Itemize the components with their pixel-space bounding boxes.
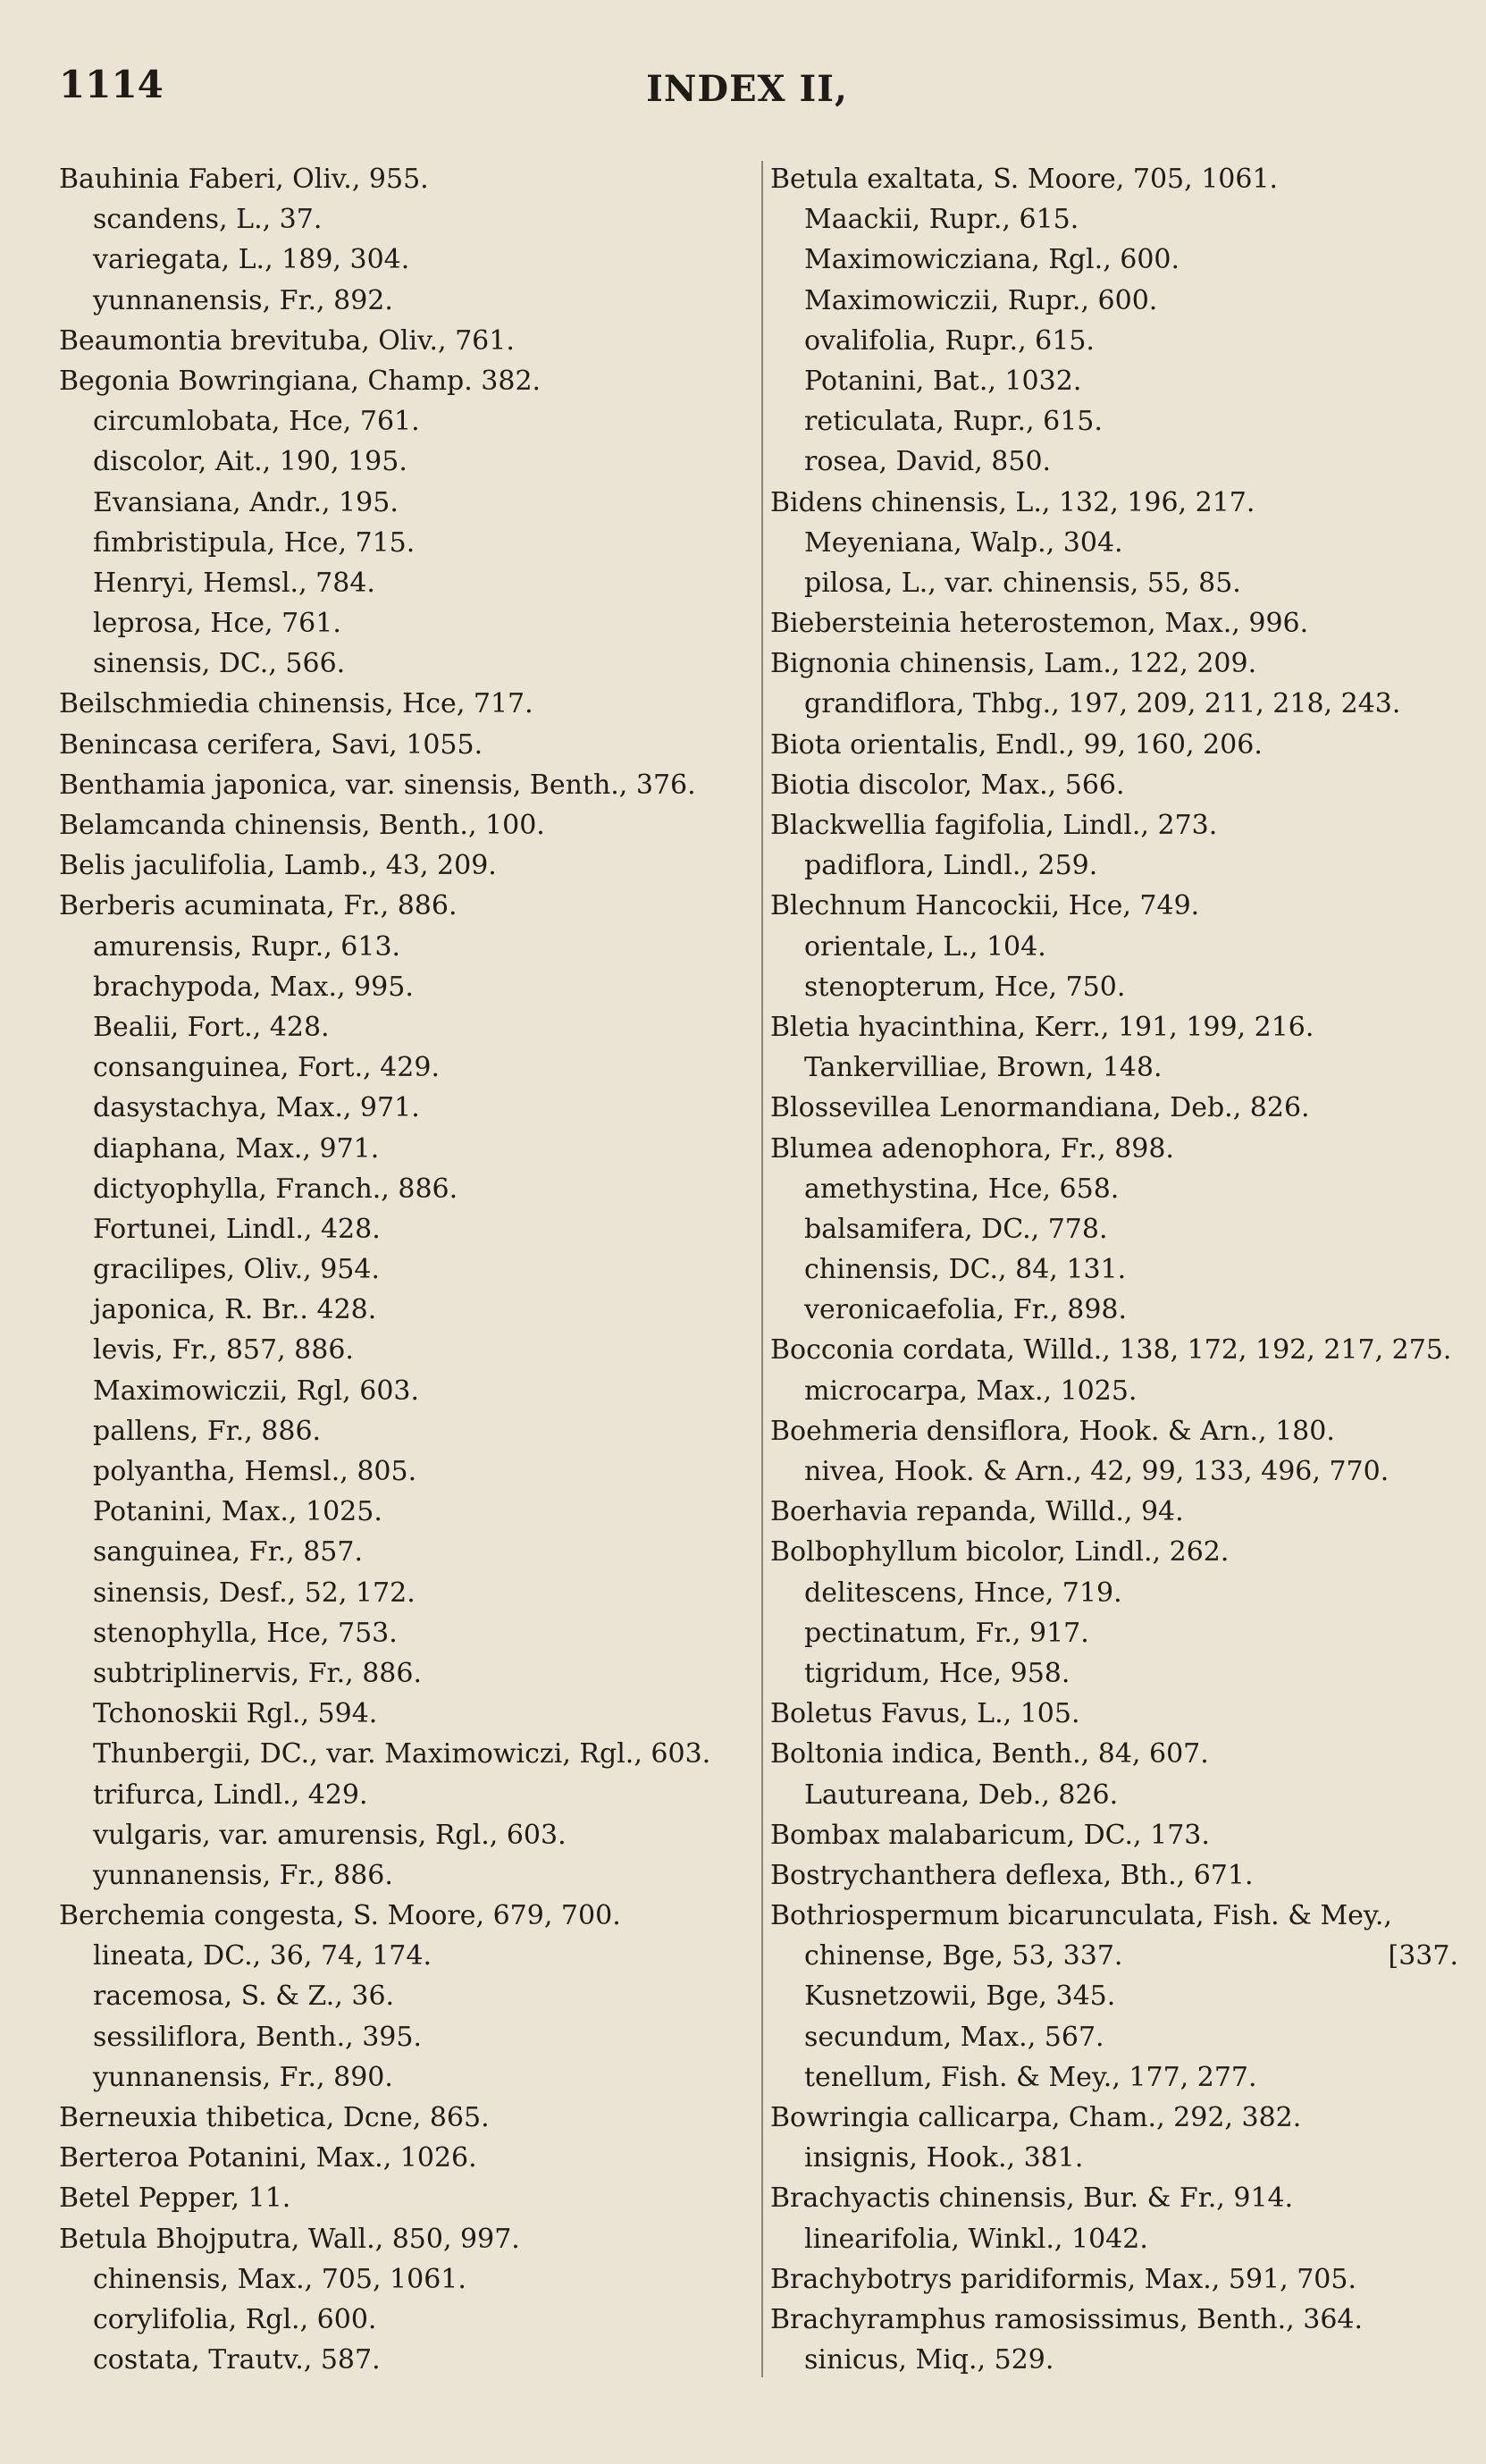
entry-text: Evansiana, Andr., 195.	[93, 486, 399, 518]
index-subentry	[59, 1815, 747, 1855]
entry-text: Berberis acuminata, Fr., 886.	[59, 890, 458, 922]
index-entry	[770, 886, 1458, 926]
entry-text: Bidens chinensis, L., 132, 196, 217.	[770, 486, 1255, 518]
index-subentry	[59, 1976, 747, 2016]
entry-text: gracilipes, Oliv., 954.	[93, 1254, 381, 1286]
entry-text: Boltonia indica, Benth., 84, 607.	[770, 1738, 1209, 1770]
index-subentry	[770, 240, 1458, 280]
index-entry	[770, 603, 1458, 643]
index-entry	[770, 159, 1458, 199]
index-entry	[59, 765, 747, 805]
left-column	[59, 159, 747, 2380]
entry-text: sinensis, DC., 566.	[93, 648, 346, 680]
entry-text: linearifolia, Winkl., 1042.	[804, 2223, 1148, 2255]
entry-text: levis, Fr., 857, 886.	[93, 1334, 354, 1367]
index-subentry	[59, 2017, 747, 2057]
entry-text: sinicus, Miq., 529.	[804, 2344, 1054, 2376]
index-subentry	[770, 563, 1458, 603]
index-subentry	[59, 1047, 747, 1088]
entry-text: yunnanensis, Fr., 886.	[93, 1859, 393, 1891]
entry-text: Bealii, Fort., 428.	[93, 1011, 330, 1043]
entry-text: sessiliflora, Benth., 395.	[93, 2021, 422, 2053]
index-entry	[770, 2259, 1458, 2300]
index-subentry	[770, 401, 1458, 442]
index-subentry	[770, 1209, 1458, 1249]
index-subentry	[59, 1451, 747, 1492]
index-entry	[770, 1088, 1458, 1128]
index-subentry	[59, 1088, 747, 1128]
index-subentry	[770, 1451, 1458, 1492]
index-subentry	[59, 1855, 747, 1896]
entry-text: diaphana, Max., 971.	[93, 1132, 380, 1165]
entry-text: amethystina, Hce, 658.	[804, 1173, 1120, 1205]
index-subentry	[59, 1290, 747, 1330]
entry-text: corylifolia, Rgl., 600.	[93, 2303, 377, 2335]
entry-text: Bolbophyllum bicolor, Lindl., 262.	[770, 1536, 1230, 1568]
entry-text: Bowringia callicarpa, Cham., 292, 382.	[770, 2102, 1302, 2133]
entry-text: Begonia Bowringiana, Champ. 382.	[59, 365, 542, 397]
entry-text: stenophylla, Hce, 753.	[93, 1617, 398, 1649]
index-subentry	[770, 1371, 1458, 1411]
page-number: 1114	[59, 63, 164, 106]
index-entry	[59, 2178, 747, 2218]
entry-text: Henryi, Hemsl., 784.	[93, 567, 375, 599]
index-entry	[770, 643, 1458, 684]
index-entry	[59, 725, 747, 765]
index-subentry	[59, 2300, 747, 2340]
entry-text: Berteroa Potanini, Max., 1026.	[59, 2142, 477, 2174]
index-subentry	[59, 2340, 747, 2380]
index-subentry	[59, 563, 747, 603]
index-subentry	[770, 1047, 1458, 1088]
index-entry	[59, 845, 747, 886]
index-subentry	[770, 523, 1458, 563]
index-entry	[59, 2098, 747, 2138]
entry-text: yunnanensis, Fr., 890.	[93, 2061, 393, 2093]
entry-text: grandiflora, Thbg., 197, 209, 211, 218, 243.	[804, 688, 1401, 720]
index-entry	[770, 1007, 1458, 1047]
index-subentry	[59, 1129, 747, 1169]
entry-text: dasystachya, Max., 971.	[93, 1092, 420, 1124]
entry-text: Maximowiczii, Rupr., 600.	[804, 284, 1158, 316]
index-subentry	[770, 845, 1458, 886]
index-subentry	[770, 2017, 1458, 2057]
entry-text: sinensis, Desf., 52, 172.	[93, 1577, 416, 1609]
entry-text: tenellum, Fish. & Mey., 177, 277.	[804, 2061, 1257, 2093]
index-subentry	[59, 523, 747, 563]
entry-text: balsamifera, DC., 778.	[804, 1213, 1108, 1245]
index-entry	[59, 2138, 747, 2178]
index-subentry	[770, 2340, 1458, 2380]
entry-text: reticulata, Rupr., 615.	[804, 406, 1103, 438]
entry-text: fimbristipula, Hce, 715.	[93, 526, 416, 559]
index-subentry	[770, 1653, 1458, 1694]
entry-text: pilosa, L., var. chinensis, 55, 85.	[804, 567, 1241, 599]
index-subentry	[59, 1330, 747, 1370]
entry-text: Bletia hyacinthina, Kerr., 191, 199, 216.	[770, 1011, 1314, 1043]
index-subentry	[770, 2057, 1458, 2098]
index-subentry	[59, 199, 747, 240]
index-entry	[59, 2219, 747, 2259]
entry-text: Benthamia japonica, var. sinensis, Benth., 376.	[59, 769, 696, 801]
index-subentry	[59, 1371, 747, 1411]
index-subentry	[770, 1169, 1458, 1209]
index-subentry	[59, 2259, 747, 2300]
entry-text: japonica, R. Br.. 428.	[93, 1294, 377, 1326]
index-subentry	[59, 281, 747, 321]
entry-text: Kusnetzowii, Bge, 345.	[804, 1980, 1116, 2013]
entry-text: Thunbergii, DC., var. Maximowiczi, Rgl., 603.	[93, 1738, 711, 1770]
index-subentry	[59, 240, 747, 280]
index-entry	[59, 159, 747, 199]
entry-text: pectinatum, Fr., 917.	[804, 1617, 1089, 1649]
entry-text: stenopterum, Hce, 750.	[804, 971, 1126, 1003]
index-entry	[770, 1129, 1458, 1169]
index-entry	[59, 321, 747, 361]
entry-text: Tankervilliae, Brown, 148.	[804, 1052, 1163, 1084]
entry-text: subtriplinervis, Fr., 886.	[93, 1657, 422, 1689]
entry-text: Betula Bhojputra, Wall., 850, 997.	[59, 2223, 520, 2255]
index-entry	[770, 805, 1458, 845]
index-subentry	[770, 199, 1458, 240]
index-subentry	[59, 1734, 747, 1774]
index-subentry	[59, 927, 747, 967]
entry-text: Biotia discolor, Max., 566.	[770, 769, 1125, 801]
entry-text: Blossevillea Lenormandiana, Deb., 826.	[770, 1092, 1310, 1124]
index-subentry	[770, 1775, 1458, 1815]
entry-text: Bauhinia Faberi, Oliv., 955.	[59, 164, 429, 195]
entry-text: Bignonia chinensis, Lam., 122, 209.	[770, 648, 1257, 680]
entry-text: Belis jaculifolia, Lamb., 43, 209.	[59, 850, 497, 882]
entry-text: Betula exaltata, S. Moore, 705, 1061.	[770, 164, 1279, 195]
entry-text: polyantha, Hemsl., 805.	[93, 1456, 417, 1487]
entry-text: circumlobata, Hce, 761.	[93, 406, 420, 438]
index-entry	[770, 2178, 1458, 2218]
index-subentry	[59, 1936, 747, 1976]
entry-text: brachypoda, Max., 995.	[93, 971, 414, 1003]
entry-text: vulgaris, var. amurensis, Rgl., 603.	[93, 1819, 567, 1851]
index-entry	[770, 483, 1458, 523]
index-subentry	[770, 967, 1458, 1007]
index-entry	[770, 1694, 1458, 1734]
entry-text: Bothriospermum bicarunculata, Fish. & Mey.,	[770, 1900, 1392, 1932]
entry-text: Boletus Favus, L., 105.	[770, 1698, 1080, 1730]
entry-text: Maackii, Rupr., 615.	[804, 204, 1079, 236]
entry-text: Blumea adenophora, Fr., 898.	[770, 1132, 1174, 1165]
entry-text: Biota orientalis, Endl., 99, 160, 206.	[770, 728, 1263, 761]
index-subentry	[59, 1694, 747, 1734]
entry-text: Betel Pepper, 11.	[59, 2182, 291, 2215]
entry-text: chinensis, DC., 84, 131.	[804, 1254, 1127, 1286]
entry-text: Lautureana, Deb., 826.	[804, 1779, 1119, 1811]
entry-text: leprosa, Hce, 761.	[93, 608, 341, 640]
entry-text: chinensis, Max., 705, 1061.	[93, 2263, 466, 2295]
entry-text: Benincasa cerifera, Savi, 1055.	[59, 728, 483, 761]
index-subentry	[770, 321, 1458, 361]
index-entry	[770, 1734, 1458, 1774]
index-subentry	[770, 684, 1458, 724]
index-subentry	[59, 1532, 747, 1572]
index-subentry	[770, 1613, 1458, 1653]
index-subentry	[59, 1653, 747, 1694]
index-entry	[770, 2098, 1458, 2138]
entry-text: Brachybotrys paridiformis, Max., 591, 705.	[770, 2263, 1356, 2295]
index-subentry	[59, 1169, 747, 1209]
index-subentry	[59, 1573, 747, 1613]
entry-text: discolor, Ait., 190, 195.	[93, 446, 407, 478]
index-subentry	[59, 1411, 747, 1451]
index-subentry	[59, 1492, 747, 1532]
index-entry	[770, 1532, 1458, 1572]
entry-text: delitescens, Hnce, 719.	[804, 1577, 1122, 1609]
index-subentry	[770, 2138, 1458, 2178]
entry-text: yunnanensis, Fr., 892.	[93, 284, 393, 316]
index-entry	[770, 1330, 1458, 1370]
entry-text: amurensis, Rupr., 613.	[93, 930, 401, 963]
entry-text: rosea, David, 850.	[804, 446, 1052, 478]
index-subentry	[59, 603, 747, 643]
entry-text: costata, Trautv., 587.	[93, 2344, 381, 2376]
entry-text: trifurca, Lindl., 429.	[93, 1779, 368, 1811]
index-entry	[770, 725, 1458, 765]
index-subentry	[59, 1249, 747, 1290]
index-subentry	[59, 1209, 747, 1249]
entry-text: orientale, L., 104.	[804, 930, 1046, 963]
entry-text: variegata, L., 189, 304.	[93, 244, 410, 276]
index-subentry	[770, 2219, 1458, 2259]
index-entry	[59, 361, 747, 401]
entry-text: racemosa, S. & Z., 36.	[93, 1980, 395, 2013]
index-subentry	[59, 401, 747, 442]
index-subentry	[770, 1249, 1458, 1290]
index-subentry	[59, 967, 747, 1007]
index-subentry	[770, 281, 1458, 321]
index-entry	[770, 765, 1458, 805]
entry-text: Maximowicziana, Rgl., 600.	[804, 244, 1180, 276]
entry-text: Boehmeria densiflora, Hook. & Arn., 180.	[770, 1415, 1335, 1447]
entry-text: Potanini, Bat., 1032.	[804, 365, 1082, 397]
entry-text: dictyophylla, Franch., 886.	[93, 1173, 458, 1205]
entry-text: sanguinea, Fr., 857.	[93, 1536, 364, 1568]
entry-text: padiflora, Lindl., 259.	[804, 850, 1098, 882]
index-entry	[770, 1855, 1458, 1896]
entry-text: pallens, Fr., 886.	[93, 1415, 322, 1447]
index-subentry	[770, 442, 1458, 482]
entry-text: Bostrychanthera deflexa, Bth., 671.	[770, 1859, 1254, 1891]
index-subentry	[770, 361, 1458, 401]
entry-text: microcarpa, Max., 1025.	[804, 1375, 1138, 1407]
entry-text: Belamcanda chinensis, Benth., 100.	[59, 810, 545, 841]
entry-text: chinense, Bge, 53, 337.	[804, 1940, 1123, 1972]
entry-text: lineata, DC., 36, 74, 174.	[93, 1940, 432, 1972]
right-column	[770, 159, 1458, 2380]
entry-text: tigridum, Hce, 958.	[804, 1657, 1070, 1689]
entry-text: Boerhavia repanda, Willd., 94.	[770, 1496, 1184, 1528]
index-subentry	[770, 1573, 1458, 1613]
entry-text: secundum, Max., 567.	[804, 2021, 1104, 2053]
column-divider	[761, 161, 763, 2377]
entry-continuation: [337.	[1388, 1940, 1458, 1972]
index-entry	[770, 1492, 1458, 1532]
entry-text: Berneuxia thibetica, Dcne, 865.	[59, 2102, 490, 2133]
index-entry	[770, 1815, 1458, 1855]
index-subentry	[770, 927, 1458, 967]
entry-text: scandens, L., 37.	[93, 204, 323, 236]
entry-text: Beilschmiedia chinensis, Hce, 717.	[59, 688, 533, 720]
entry-text: Potanini, Max., 1025.	[93, 1496, 382, 1528]
entry-text: veronicaefolia, Fr., 898.	[804, 1294, 1128, 1326]
index-subentry	[59, 643, 747, 684]
entry-text: Meyeniana, Walp., 304.	[804, 526, 1123, 559]
entry-text: Berchemia congesta, S. Moore, 679, 700.	[59, 1900, 621, 1932]
entry-text: Fortunei, Lindl., 428.	[93, 1213, 381, 1245]
entry-text: consanguinea, Fort., 429.	[93, 1052, 440, 1084]
index-subentry	[770, 1290, 1458, 1330]
entry-text: Blackwellia fagifolia, Lindl., 273.	[770, 810, 1218, 841]
entry-text: Beaumontia brevituba, Oliv., 761.	[59, 324, 515, 357]
running-head: INDEX II,	[646, 68, 848, 110]
index-subentry	[59, 1613, 747, 1653]
index-entry	[770, 1896, 1458, 1936]
entry-text: Brachyactis chinensis, Bur. & Fr., 914.	[770, 2182, 1294, 2215]
index-entry	[770, 2300, 1458, 2340]
page-header	[59, 63, 1435, 116]
index-entry	[59, 886, 747, 926]
index-subentry	[59, 442, 747, 482]
entry-text: Bocconia cordata, Willd., 138, 172, 192, 217, 275.	[770, 1334, 1452, 1367]
entry-text: nivea, Hook. & Arn., 42, 99, 133, 496, 770.	[804, 1456, 1389, 1487]
index-entry	[770, 1411, 1458, 1451]
entry-text: ovalifolia, Rupr., 615.	[804, 324, 1095, 357]
entry-text: Bombax malabaricum, DC., 173.	[770, 1819, 1210, 1851]
index-subentry	[59, 1775, 747, 1815]
entry-text: Brachyramphus ramosissimus, Benth., 364.	[770, 2303, 1364, 2335]
entry-text: Biebersteinia heterostemon, Max., 996.	[770, 608, 1309, 640]
index-subentry	[770, 1936, 1458, 1976]
index-entry	[59, 805, 747, 845]
entry-text: Tchonoskii Rgl., 594.	[93, 1698, 378, 1730]
index-subentry	[59, 1007, 747, 1047]
index-subentry	[59, 2057, 747, 2098]
index-subentry	[59, 483, 747, 523]
index-subentry	[770, 1976, 1458, 2016]
entry-text: Maximowiczii, Rgl, 603.	[93, 1375, 420, 1407]
entry-text: insignis, Hook., 381.	[804, 2142, 1084, 2174]
index-entry	[59, 684, 747, 724]
index-entry	[59, 1896, 747, 1936]
entry-text: Blechnum Hancockii, Hce, 749.	[770, 890, 1200, 922]
